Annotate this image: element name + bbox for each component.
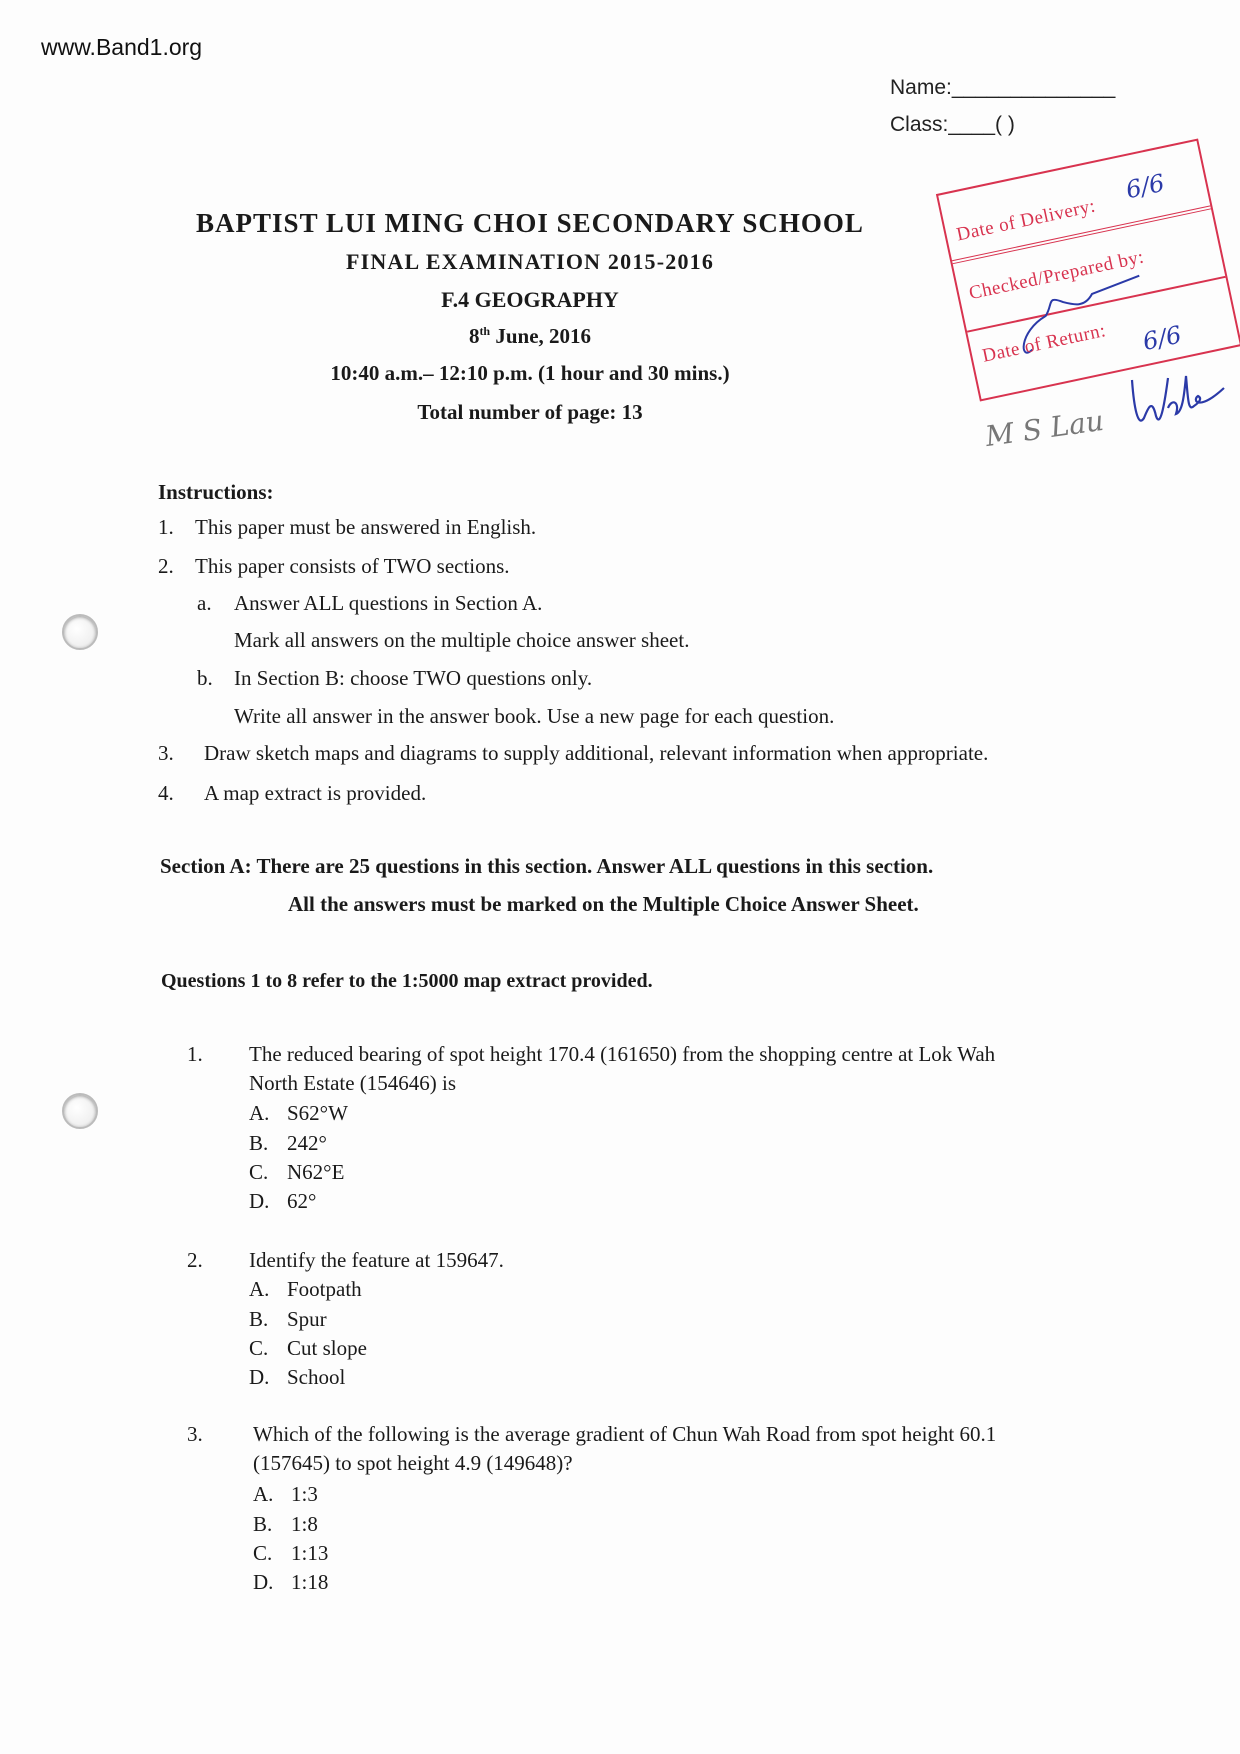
question-number: 1. (187, 1042, 203, 1066)
stamp-delivery-value: 6/6 (1123, 168, 1167, 205)
option-text: 1:13 (291, 1541, 329, 1565)
instruction-text: Answer ALL questions in Section A. (234, 591, 543, 615)
exam-title: FINAL EXAMINATION 2015-2016 (345, 249, 715, 274)
question-text: Which of the following is the average gradient of Chun Wah Road from spot height 60.1 (253, 1422, 997, 1446)
date-rest: June, 2016 (490, 324, 592, 348)
instruction-num: 2. (158, 554, 174, 578)
question-text: Identify the feature at 159647. (249, 1248, 504, 1272)
instructions-title: Instructions: (158, 480, 274, 504)
ink-signature-icon (1128, 368, 1228, 438)
option-letter: A. (249, 1277, 270, 1301)
question-text: North Estate (154646) is (249, 1071, 457, 1095)
instruction-num: b. (197, 666, 213, 690)
option-text: N62°E (287, 1160, 345, 1184)
map-reference-note: Questions 1 to 8 refer to the 1:5000 map extract provided. (161, 970, 653, 992)
option-letter: D. (249, 1365, 270, 1389)
option-text: 1:3 (291, 1482, 318, 1506)
instruction-num: 1. (158, 515, 174, 539)
stamp-checked-label: Checked/Prepared by: (967, 246, 1146, 305)
instruction-num: a. (197, 591, 212, 615)
option-letter: C. (249, 1336, 269, 1360)
school-name: BAPTIST LUI MING CHOI SECONDARY SCHOOL (196, 208, 864, 238)
option-text: School (287, 1365, 346, 1389)
class-field[interactable]: Class:____( ) (890, 113, 1015, 136)
instruction-num: 3. (158, 741, 174, 765)
option-text: 62° (287, 1189, 317, 1213)
instruction-num: 4. (158, 781, 174, 805)
section-a-heading: Section A: There are 25 questions in this section. Answer ALL questions in this section. (160, 854, 934, 878)
instruction-text: In Section B: choose TWO questions only. (234, 666, 593, 690)
option-letter: D. (253, 1570, 274, 1594)
instruction-text: Mark all answers on the multiple choice answer sheet. (234, 628, 690, 652)
instruction-text: This paper must be answered in English. (195, 515, 537, 539)
option-letter: C. (249, 1160, 269, 1184)
instruction-text: Write all answer in the answer book. Use a new page for each question. (234, 704, 835, 728)
total-pages: Total number of page: 13 (417, 400, 643, 424)
option-letter: B. (249, 1131, 269, 1155)
question-number: 2. (187, 1248, 203, 1272)
pencil-signature: M S Lau (983, 403, 1106, 454)
section-a-note: All the answers must be marked on the Multiple Choice Answer Sheet. (288, 892, 919, 916)
option-letter: A. (253, 1482, 274, 1506)
option-text: Footpath (287, 1277, 362, 1301)
name-field[interactable]: Name:______________ (890, 76, 1116, 99)
question-number: 3. (187, 1422, 203, 1446)
watermark-url: www.Band1.org (41, 34, 203, 60)
option-letter: A. (249, 1101, 270, 1125)
punch-hole (62, 1093, 98, 1129)
date-suffix: th (479, 324, 491, 338)
question-text: The reduced bearing of spot height 170.4 (161650) from the shopping centre at Lok Wah (249, 1042, 996, 1066)
exam-time: 10:40 a.m.– 12:10 p.m. (1 hour and 30 mins.) (330, 361, 730, 385)
delivery-stamp (936, 138, 1240, 401)
question-text: (157645) to spot height 4.9 (149648)? (253, 1451, 573, 1475)
stamp-return-value: 6/6 (1140, 320, 1184, 357)
option-text: Spur (287, 1307, 327, 1331)
stamp-delivery-label: Date of Delivery: (954, 195, 1098, 246)
instruction-text: A map extract is provided. (204, 781, 427, 805)
option-text: S62°W (287, 1101, 348, 1125)
option-text: Cut slope (287, 1336, 367, 1360)
option-text: 1:18 (291, 1570, 329, 1594)
exam-date (0, 324, 1060, 349)
option-letter: C. (253, 1541, 273, 1565)
option-letter: B. (249, 1307, 269, 1331)
instruction-text: Draw sketch maps and diagrams to supply additional, relevant information when appropriate. (204, 741, 989, 765)
stamp-return-label: Date of Return: (980, 320, 1108, 367)
option-letter: B. (253, 1512, 273, 1536)
date-day: 8 (468, 324, 480, 348)
punch-hole (62, 614, 98, 650)
instruction-text: This paper consists of TWO sections. (195, 554, 510, 578)
subject: F.4 GEOGRAPHY (441, 287, 619, 312)
option-text: 1:8 (291, 1512, 318, 1536)
option-text: 242° (287, 1131, 327, 1155)
option-letter: D. (249, 1189, 270, 1213)
